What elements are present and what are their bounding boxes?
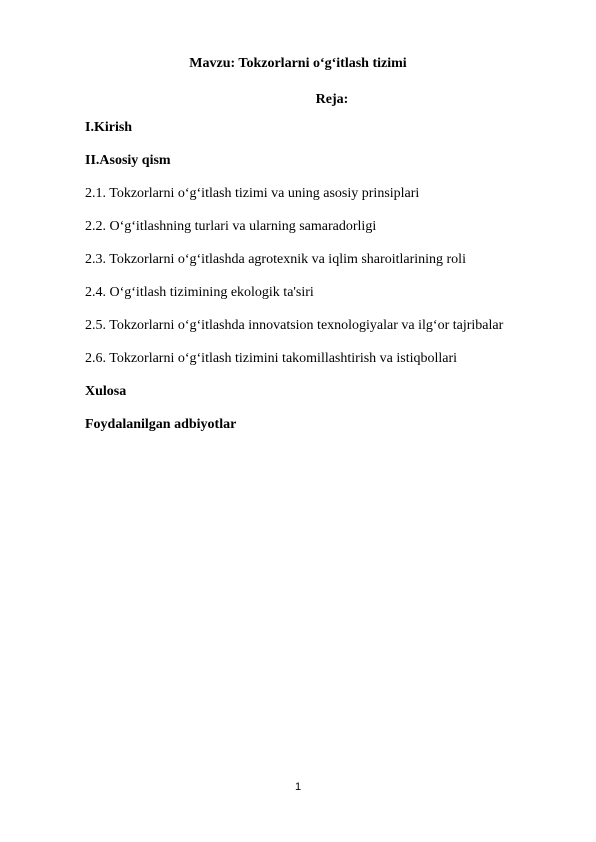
outline-item-2-2: 2.2. O‘g‘itlashning turlari va ularning samaradorligi bbox=[85, 219, 377, 234]
page-number: 1 bbox=[294, 781, 302, 793]
outline-item-2-3: 2.3. Tokzorlarni o‘g‘itlashda agrotexnik va iqlim sharoitlarining roli bbox=[85, 252, 466, 267]
outline-item-conclusion: Xulosa bbox=[85, 384, 127, 399]
plan-heading: Reja: bbox=[315, 92, 349, 107]
outline-item-introduction: I.Kirish bbox=[85, 120, 133, 135]
outline-item-2-4: 2.4. O‘g‘itlash tizimining ekologik ta'siri bbox=[85, 285, 314, 300]
document-title: Mavzu: Tokzorlarni o‘g‘itlash tizimi bbox=[189, 56, 407, 71]
plan-outline bbox=[85, 120, 545, 450]
outline-item-main-part: II.Asosiy qism bbox=[85, 153, 171, 168]
outline-item-2-1: 2.1. Tokzorlarni o‘g‘itlash tizimi va uning asosiy prinsiplari bbox=[85, 186, 420, 201]
outline-item-references: Foydalanilgan adbiyotlar bbox=[85, 417, 237, 432]
outline-item-2-5: 2.5. Tokzorlarni o‘g‘itlashda innovatsion texnologiyalar va ilg‘or tajribalar bbox=[85, 318, 504, 333]
outline-item-2-6: 2.6. Tokzorlarni o‘g‘itlash tizimini takomillashtirish va istiqbollari bbox=[85, 351, 458, 366]
